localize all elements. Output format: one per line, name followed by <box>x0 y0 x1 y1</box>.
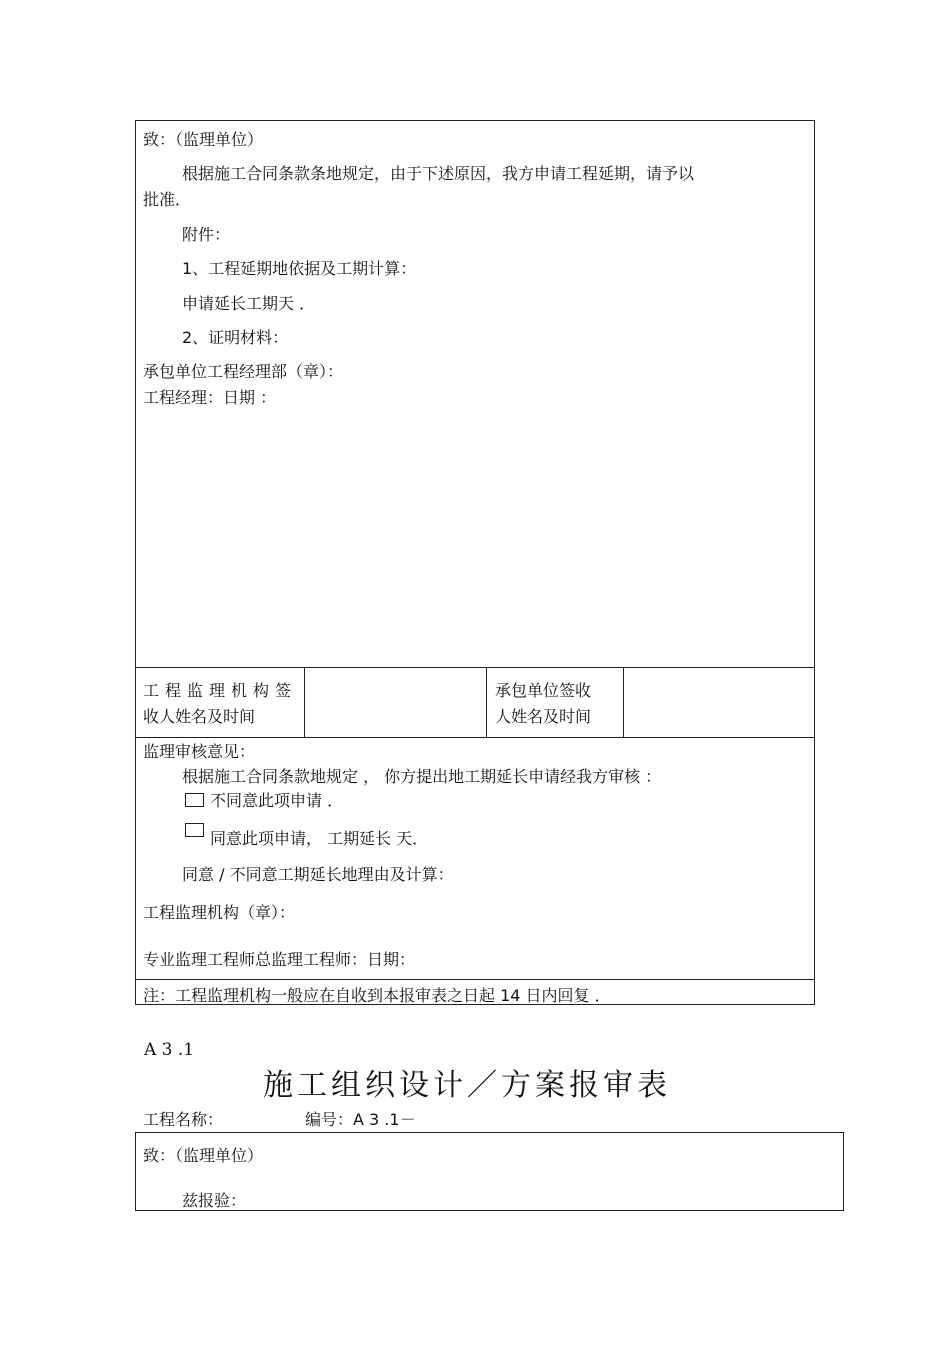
form-number-label: 编号：A 3 .1－ <box>305 1110 416 1129</box>
project-manager-date: 工程经理：日期 ： <box>143 388 277 407</box>
agree-option-label: 同意此项申请， 工期延长 天． <box>210 829 429 848</box>
column-divider <box>304 667 305 737</box>
review-opinion-label: 监理审核意见： <box>143 742 256 761</box>
contractor-receipt-label-line-2: 人姓名及时间 <box>495 707 592 726</box>
row-divider <box>135 737 815 738</box>
supervisor-receipt-label-line-2: 收人姓名及时间 <box>143 707 256 726</box>
recipient-line-2: 致：（监理单位） <box>143 1146 264 1165</box>
form-title: 施工组织设计／方案报审表 <box>263 1068 671 1103</box>
reply-deadline-note: 注：工程监理机构一般应在自收到本报审表之日起 14 日内回复 ． <box>143 986 611 1005</box>
engineers-signature-date: 专业监理工程师总监理工程师：日期： <box>143 950 416 969</box>
supervision-institution-seal: 工程监理机构（章）： <box>143 903 296 922</box>
row-divider <box>135 979 815 980</box>
recipient-line: 致：（监理单位） <box>143 130 264 149</box>
disagree-option-label: 不同意此项申请 ． <box>210 791 344 810</box>
form-code: A 3 .1 <box>144 1040 195 1060</box>
submit-for-inspection-label: 兹报验： <box>182 1191 247 1210</box>
agree-checkbox[interactable] <box>185 823 204 837</box>
contractor-receipt-label-line-1: 承包单位签收 <box>495 681 592 700</box>
disagree-checkbox[interactable] <box>185 793 204 807</box>
row-divider <box>135 667 815 668</box>
project-name-label: 工程名称： <box>143 1110 224 1129</box>
review-opinion-text: 根据施工合同条款地规定 ， 你方提出地工期延长申请经我方审核 ： <box>182 767 662 786</box>
attachments-label: 附件： <box>182 225 231 244</box>
reason-calculation-label: 同意 / 不同意工期延长地理由及计算： <box>182 865 454 884</box>
supervisor-receipt-label-line-1: 工程监理机构签 <box>143 681 298 700</box>
column-divider <box>486 667 487 737</box>
attachment-item-2: 2、证明材料： <box>182 328 289 347</box>
extension-days-line: 申请延长工期天 ． <box>182 294 316 313</box>
application-text-line-1: 根据施工合同条款条地规定，由于下述原因，我方申请工程延期，请予以 <box>182 164 695 183</box>
application-text-line-2: 批准． <box>143 190 192 209</box>
contractor-department-seal: 承包单位工程经理部（章）： <box>143 362 344 381</box>
attachment-item-1: 1、工程延期地依据及工期计算： <box>182 259 417 278</box>
column-divider <box>623 667 624 737</box>
